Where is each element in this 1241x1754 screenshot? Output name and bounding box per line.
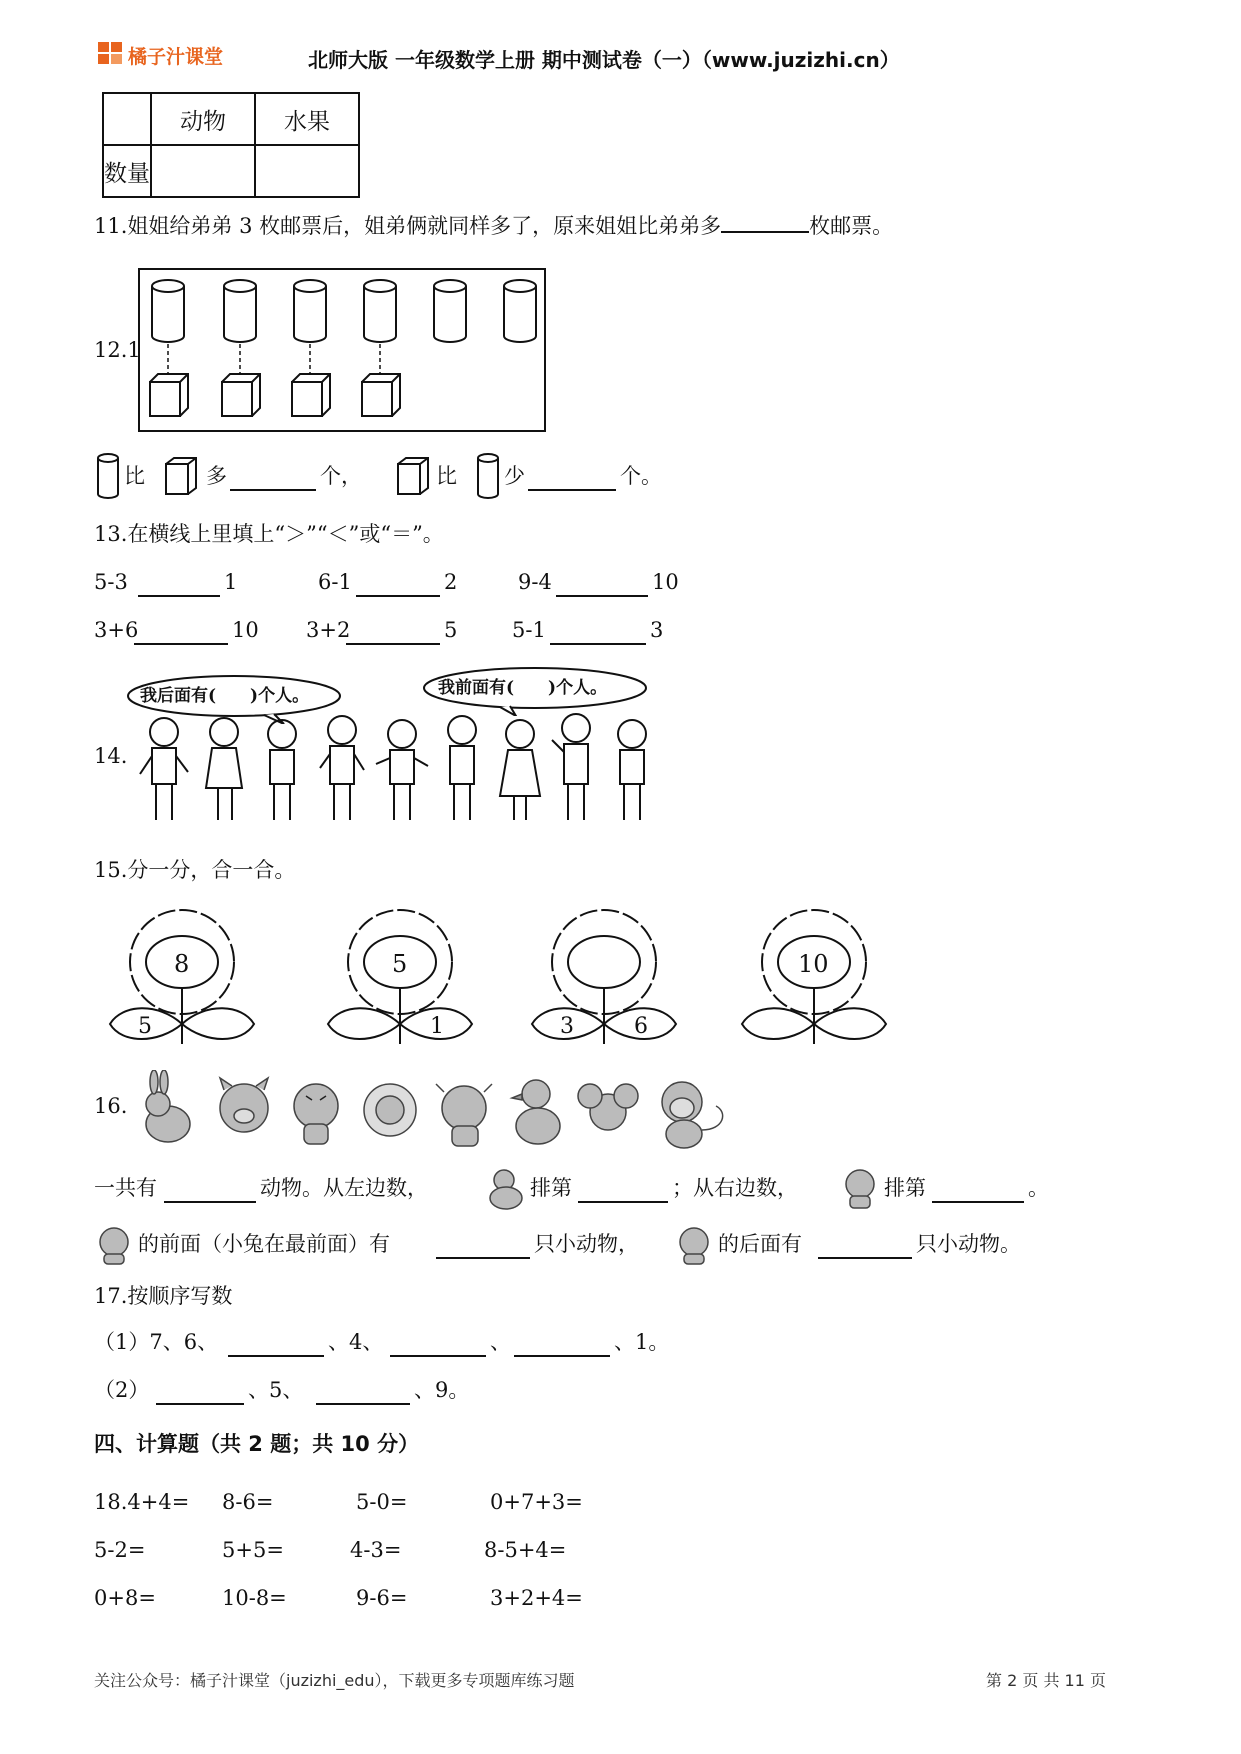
q16-label: 16. [94,1094,128,1118]
logo-text: 橘子汁课堂 [128,46,224,68]
q16-text: 一共有 [94,1176,157,1200]
q17-text: 、4、 [328,1330,384,1354]
q13-blank[interactable] [346,642,440,645]
q12-text-bi-1: 比 [124,464,145,488]
q13-blank[interactable] [138,594,220,597]
cube-icon [164,456,198,496]
child-figure [448,716,476,820]
calc-item: 10-8= [222,1586,287,1610]
q16-text: 。 [1028,1176,1049,1200]
cow-icon [94,1224,134,1266]
q13-blank[interactable] [550,642,646,645]
calc-item: 8-5+4= [484,1538,567,1562]
q12-text-shao: 少 [504,464,525,488]
cube-icon [150,374,188,416]
q13-blank[interactable] [134,642,228,645]
q12-blank-1[interactable] [230,488,316,491]
child-figure [140,718,188,820]
calc-item: 9-6= [356,1586,408,1610]
q14-label: 14. [94,744,128,768]
q13-item-left: 3+2 [306,618,351,642]
q16-text: 的后面有 [718,1232,802,1256]
section-4-title: 四、计算题（共 2 题；共 10 分） [94,1432,420,1456]
q16-text: 只小动物， [534,1232,639,1256]
q17-blank[interactable] [514,1354,610,1357]
q13-item-left: 6-1 [318,570,352,594]
flower [108,906,256,1056]
child-figure [618,720,646,820]
q16-text: 排第 [530,1176,572,1200]
q17-blank[interactable] [228,1354,324,1357]
table-header-animal: 动物 [151,93,255,145]
child-figure [206,718,242,820]
logo [98,40,238,68]
animals-row [134,1070,754,1150]
mouse-icon [578,1084,638,1130]
question-11 [94,216,893,237]
q17-text: 、5、 [248,1378,304,1402]
children-illustration [136,712,656,830]
rabbit-icon [146,1070,190,1142]
cylinder-icon [294,280,326,342]
q13-item-left: 9-4 [518,570,552,594]
q16-text: ；从右边数， [672,1176,798,1200]
q16-text: 只小动物。 [916,1232,1021,1256]
q13-item-right: 10 [232,618,259,642]
calc-item: 18.4+4= [94,1490,190,1514]
flower-top-number: 5 [392,950,408,978]
count-table [102,92,360,198]
calc-item: 5-0= [356,1490,408,1514]
q16-line-1 [94,1168,1094,1212]
child-figure [268,720,296,820]
q12-text-bi-2: 比 [436,464,457,488]
q17-text: （2） [94,1378,150,1402]
q16-blank-front-count[interactable] [436,1256,530,1259]
q13-item-left: 5-1 [512,618,546,642]
flower-left-number[interactable]: 5 [138,1014,152,1039]
q13-item-left: 5-3 [94,570,128,594]
q16-text: 排第 [884,1176,926,1200]
pig-icon [220,1078,268,1132]
q12-answer-line [94,452,734,502]
cubes [150,374,400,416]
logo-icon [98,42,124,66]
tiger-icon [840,1168,880,1210]
child-figure [552,714,590,820]
q17-text: （1）7、6、 [94,1330,219,1354]
child-figure [376,720,428,820]
tiger-icon [294,1084,338,1144]
q17-text: 17.按顺序写数 [94,1284,233,1308]
q17-text: 、9。 [414,1378,470,1402]
footer-left: 关注公众号：橘子汁课堂（juzizhi_edu），下载更多专项题库练习题 [94,1671,575,1690]
flowers-row [108,906,908,1066]
flower-icon [108,906,256,1056]
q13-item-right: 2 [444,570,458,594]
flower-right-number[interactable]: 1 [430,1014,444,1039]
calc-item: 0+7+3= [490,1490,583,1514]
flower-icon [740,906,888,1056]
q13-blank[interactable] [356,594,440,597]
speech-text-left: 我后面有( )个人。 [140,686,310,706]
cylinder-icon [504,280,536,342]
q17-blank[interactable] [316,1402,410,1405]
q11-suffix: 枚邮票。 [809,214,894,238]
calc-item: 4-3= [350,1538,402,1562]
cow-icon [436,1084,492,1146]
q13-item-right: 1 [224,570,238,594]
q12-figure [138,268,548,434]
q16-blank-total[interactable] [164,1200,256,1203]
q17-blank[interactable] [156,1402,244,1405]
q18-grid [94,1492,794,1642]
cube-icon [396,456,430,496]
calc-item: 5+5= [222,1538,284,1562]
header-title: 北师大版 一年级数学上册 期中测试卷（一）（www.juzizhi.cn） [308,48,900,72]
q11-blank[interactable] [721,230,809,233]
calc-item: 0+8= [94,1586,156,1610]
footer-page-number: 第 2 页 共 11 页 [986,1671,1106,1690]
q12-text-ge-1: 个， [320,464,362,488]
calc-item: 5-2= [94,1538,146,1562]
cylinder-icon [224,280,256,342]
flower [326,906,474,1056]
dashed-connectors [168,344,380,374]
q12-text-ge-2: 个。 [620,464,662,488]
child-figure [320,716,364,820]
q13-text: 13.在横线上里填上“＞”“＜”或“＝”。 [94,522,444,546]
q13-item-right: 5 [444,618,458,642]
table-cell-animal [151,145,255,197]
animals-illustration [134,1070,754,1150]
sheep-icon [364,1084,416,1136]
flower-left-number: 3 [560,1014,574,1039]
cow-icon [674,1224,714,1266]
q17-line-2 [94,1380,794,1410]
table-cell-fruit [255,145,359,197]
cylinder-icon [434,280,466,342]
cylinder-icon [152,280,184,342]
q16-blank-behind-count[interactable] [818,1256,912,1259]
flower-top-number: 10 [798,950,829,978]
q16-blank-tiger-position[interactable] [932,1200,1024,1203]
q16-blank-duck-position[interactable] [578,1200,668,1203]
child-figure [500,720,540,820]
flower-top-number: 8 [174,950,190,978]
monkey-icon [662,1082,723,1148]
cube-icon [362,374,400,416]
calc-item: 3+2+4= [490,1586,583,1610]
q16-text: 动物。从左边数， [260,1176,428,1200]
q17-text: 、 [490,1330,511,1354]
q12-label: 12.1 [94,338,141,362]
cube-icon [292,374,330,416]
q17-line-1 [94,1332,794,1362]
q16-line-2 [94,1224,1094,1268]
q12-text-duo: 多 [206,464,227,488]
flower-icon [530,906,678,1056]
cylinder-icon [96,452,120,500]
q11-text: 11.姐姐给弟弟 3 枚邮票后，姐弟俩就同样多了，原来姐姐比弟弟多 [94,214,722,238]
q12-blank-2[interactable] [528,488,616,491]
duck-icon [512,1080,560,1144]
q13-item-right: 3 [650,618,664,642]
duck-icon [486,1168,526,1210]
q17-blank[interactable] [390,1354,486,1357]
cylinders [152,280,536,342]
flower [530,906,678,1056]
q17-text: 、1。 [614,1330,670,1354]
calc-item: 8-6= [222,1490,274,1514]
table-corner-cell [103,93,151,145]
q13-item-right: 10 [652,570,679,594]
flower [740,906,888,1056]
cylinder-icon [476,452,500,500]
table-header-fruit: 水果 [255,93,359,145]
flower-right-number: 6 [634,1014,648,1039]
cylinder-icon [364,280,396,342]
cube-icon [222,374,260,416]
flower-icon [326,906,474,1056]
q13-item-left: 3+6 [94,618,139,642]
speech-text-right: 我前面有( )个人。 [438,678,608,698]
table-row-label: 数量 [103,145,151,197]
q13-items [94,572,794,662]
q13-blank[interactable] [556,594,648,597]
q15-text: 15.分一分，合一合。 [94,858,296,882]
q16-text: 的前面（小兔在最前面）有 [138,1232,390,1256]
